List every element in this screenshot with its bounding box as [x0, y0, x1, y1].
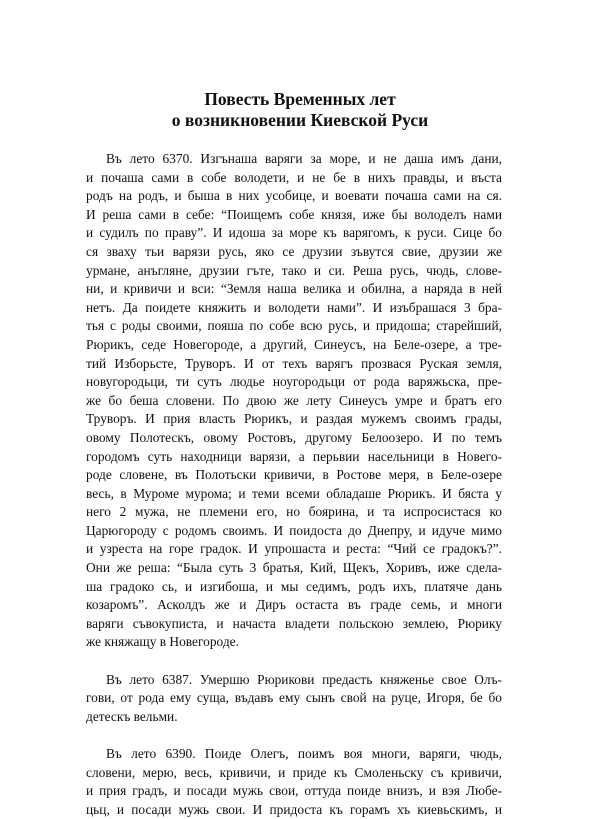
paragraph	[86, 745, 502, 819]
text-line: же бо беша словени. По двою же лету Синеусъ умре и братъ его	[86, 392, 502, 408]
text-line: овому Полотескъ, овому Ростовъ, другому Белоозеро. И по темъ	[86, 429, 502, 445]
text-line: ся зваху тьи варязи русь, яко се друзии зъвутся свие, друзии же	[86, 243, 502, 259]
text-line: Въ лето 6370. Изгънаша варяги за море, и не даша имъ дани,	[106, 151, 502, 166]
text-line: родъ на родъ, и быша в них усобице, и воевати почаша сами на ся.	[86, 188, 502, 204]
text-line: цьц, и посади мужь свои. И придоста къ горамъ хъ киевьскимъ, и	[86, 801, 502, 817]
text-line: Въ лето 6387. Умершю Рюрикови предасть княженье свое Олъ-	[106, 671, 502, 687]
text-line: и узреста на горе градок. И упрошаста и реста: “Чий се градокъ?”.	[86, 541, 502, 557]
text-line: тий Изборьсте, Труворъ. И от техъ варягъ прозвася Руская земля,	[86, 355, 502, 371]
text-line: и судилъ по праву”. И идоша за море къ варягомъ, к руси. Сице бо	[86, 225, 502, 241]
text-line: ни, и кривичи и вси: “Земля наша велика и обилна, а наряда в ней	[86, 281, 502, 297]
text-line: козаромъ”. Асколдъ же и Диръ остаста въ граде семь, и многи	[86, 597, 502, 613]
text-line: гови, от рода ему суща, въдавъ ему сынъ свой на руце, Игоря, бе бо	[86, 690, 502, 706]
text-line: городомъ суть находници варязи, а перьвии насельници в Новего-	[86, 448, 502, 464]
text-line: словени, мерю, весь, кривичи, и приде къ Смоленьску съ кривичи,	[86, 764, 502, 780]
text-line: тья с роды своими, пояша по собе всю русь, и придоша; старейший,	[86, 318, 502, 334]
text-line: урмане, анъгляне, друзии гъте, тако и си. Реша русь, чюдь, слове-	[86, 262, 502, 278]
text-line: него 2 мужа, не племени его, но боярина, и та испросистася ко	[86, 504, 502, 520]
title-line-2: о возникновении Киевской Руси	[171, 110, 429, 130]
text-line: же княжащу в Новегороде.	[86, 634, 239, 650]
text-line: Въ лето 6390. Поиде Олегъ, поимъ воя многи, варяги, чюдь,	[106, 746, 502, 761]
text-line: Рюрикъ, седе Новегороде, а другий, Синеусъ, на Беле-озере, а тре-	[86, 336, 502, 352]
text-line: детескъ вельми.	[86, 708, 178, 724]
text-line: и почаша сами в собе володети, и не бе в нихъ правды, и въста	[86, 169, 502, 185]
text-line: и прия градъ, и посади мужь свои, оттуда поиде внизъ, и вэя Любе-	[86, 783, 502, 799]
text-line: нетъ. Да поидете княжить и володети нами”. И изъбрашася 3 бра-	[86, 299, 502, 315]
document-body	[86, 150, 502, 819]
text-line: варяги съвокуписта, и начаста владети польскою землею, Рюрику	[86, 615, 502, 631]
text-line: новугородьци, ти суть людье ноугородьци от рода варяжьска, пре-	[86, 374, 502, 390]
paragraph	[86, 150, 502, 652]
text-line: роде словене, въ Полотьски кривичи, в Ростове меря, в Беле-озере	[86, 467, 502, 483]
paragraph	[86, 671, 502, 727]
page-title	[0, 89, 600, 131]
text-line: ша градоко сь, и изгибоша, и мы седимъ, родъ ихъ, платяче дань	[86, 578, 502, 594]
title-line-1: Повесть Временных лет	[204, 89, 396, 109]
text-line: Труворъ. И прия власть Рюрикъ, и раздая мужемъ своимъ грады,	[86, 411, 502, 427]
text-line: Они же реша: “Была суть 3 братья, Кий, Щекъ, Хоривъ, иже сдела-	[86, 560, 502, 576]
text-line: весь, в Муроме мурома; и теми всеми обладаше Рюрикъ. И бяста у	[86, 485, 502, 501]
text-line: Царюгороду с родомъ своимъ. И поидоста до Днепру, и идуче мимо	[86, 522, 502, 538]
text-line: И реша сами в себе: “Поищемъ собе князя, иже бы володелъ нами	[86, 206, 502, 222]
